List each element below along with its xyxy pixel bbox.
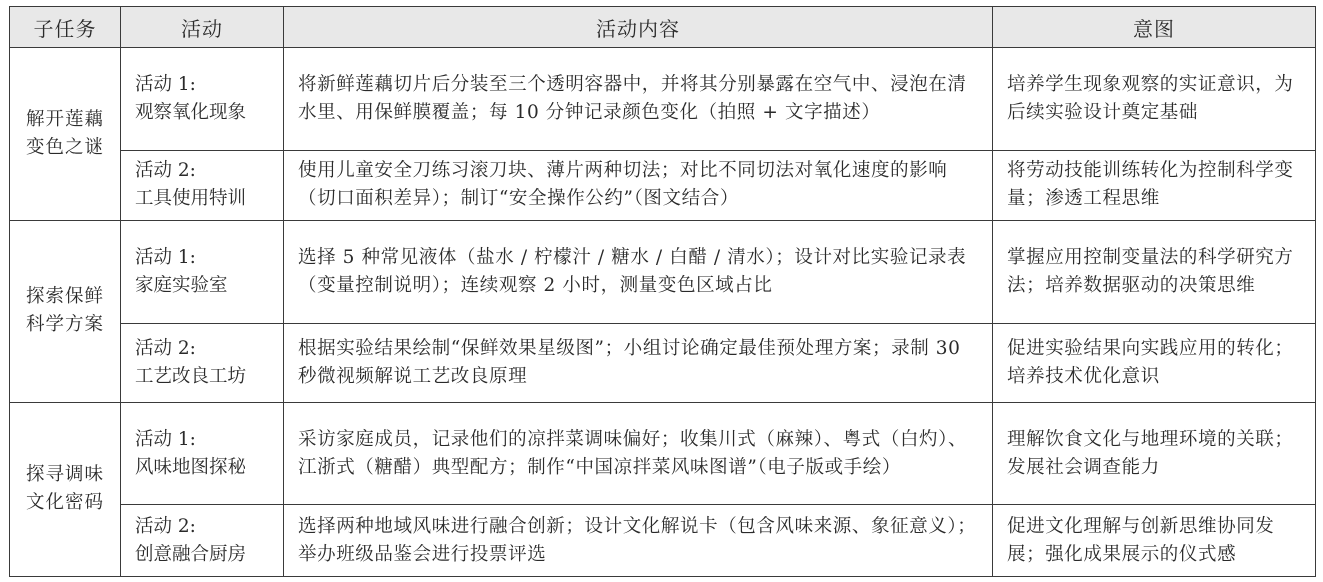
subtask-cell: [10, 48, 121, 221]
activity-name: 工艺改良工坊: [135, 365, 247, 387]
activity-number: 活动 1:: [135, 73, 196, 95]
subtask-line: 探寻调味: [25, 464, 104, 486]
activity-cell: [121, 402, 284, 505]
activity-content: 使用儿童安全刀练习滚刀块、薄片两种切法；对比不同切法对氧化速度的影响（切口面积差异）；制订“安全操作公约”（图文结合）: [284, 150, 993, 221]
activity-cell: [121, 48, 284, 151]
activity-table-container: [9, 6, 1315, 577]
table-row: [10, 150, 1316, 221]
subtask-line: 探索保鲜: [25, 286, 104, 308]
table-row: [10, 505, 1316, 577]
activity-intent: 促进实验结果向实践应用的转化；培养技术优化意识: [993, 323, 1316, 402]
table-row: [10, 402, 1316, 505]
header-activity: 活动: [121, 7, 284, 48]
activity-number: 活动 1:: [135, 247, 196, 269]
activity-number: 活动 1:: [135, 428, 196, 450]
activity-cell: [121, 221, 284, 324]
activity-number: 活动 2:: [135, 337, 196, 359]
subtask-line: 变色之谜: [25, 137, 104, 159]
table-row: [10, 221, 1316, 324]
activity-content: 采访家庭成员，记录他们的凉拌菜调味偏好；收集川式（麻辣）、粤式（白灼）、江浙式（糖醋）典型配方；制作“中国凉拌菜风味图谱”（电子版或手绘）: [284, 402, 993, 505]
header-subtask: 子任务: [10, 7, 121, 48]
activity-cell: [121, 505, 284, 577]
subtask-cell: [10, 221, 121, 403]
activity-content: 选择两种地域风味进行融合创新；设计文化解说卡（包含风味来源、象征意义）；举办班级品鉴会进行投票评选: [284, 505, 993, 577]
activity-name: 家庭实验室: [135, 275, 228, 297]
subtask-line: 科学方案: [25, 314, 104, 336]
table-row: [10, 323, 1316, 402]
activity-cell: [121, 323, 284, 402]
activity-name: 风味地图探秘: [135, 456, 247, 478]
activity-intent: 将劳动技能训练转化为控制科学变量；渗透工程思维: [993, 150, 1316, 221]
activity-content: 选择 5 种常见液体（盐水 / 柠檬汁 / 糖水 / 白醋 / 清水）；设计对比实验记录表（变量控制说明）；连续观察 2 小时，测量变色区域占比: [284, 221, 993, 324]
activity-content: 将新鲜莲藕切片后分装至三个透明容器中，并将其分别暴露在空气中、浸泡在清水里、用保鲜膜覆盖；每 10 分钟记录颜色变化（拍照 + 文字描述）: [284, 48, 993, 151]
activity-intent: 理解饮食文化与地理环境的关联；发展社会调查能力: [993, 402, 1316, 505]
header-intent: 意图: [993, 7, 1316, 48]
activity-name: 工具使用特训: [135, 188, 247, 210]
activity-table: [9, 6, 1316, 577]
activity-cell: [121, 150, 284, 221]
activity-intent: 培养学生现象观察的实证意识，为后续实验设计奠定基础: [993, 48, 1316, 151]
activity-name: 观察氧化现象: [135, 101, 247, 123]
header-content: 活动内容: [284, 7, 993, 48]
subtask-line: 解开莲藕: [25, 109, 104, 131]
activity-intent: 促进文化理解与创新思维协同发展；强化成果展示的仪式感: [993, 505, 1316, 577]
subtask-cell: [10, 402, 121, 576]
activity-intent: 掌握应用控制变量法的科学研究方法；培养数据驱动的决策思维: [993, 221, 1316, 324]
activity-content: 根据实验结果绘制“保鲜效果星级图”；小组讨论确定最佳预处理方案；录制 30 秒微视频解说工艺改良原理: [284, 323, 993, 402]
subtask-line: 文化密码: [25, 492, 104, 514]
table-row: [10, 48, 1316, 151]
activity-name: 创意融合厨房: [135, 543, 247, 565]
header-row: [10, 7, 1316, 48]
activity-number: 活动 2:: [135, 515, 196, 537]
activity-number: 活动 2:: [135, 160, 196, 182]
